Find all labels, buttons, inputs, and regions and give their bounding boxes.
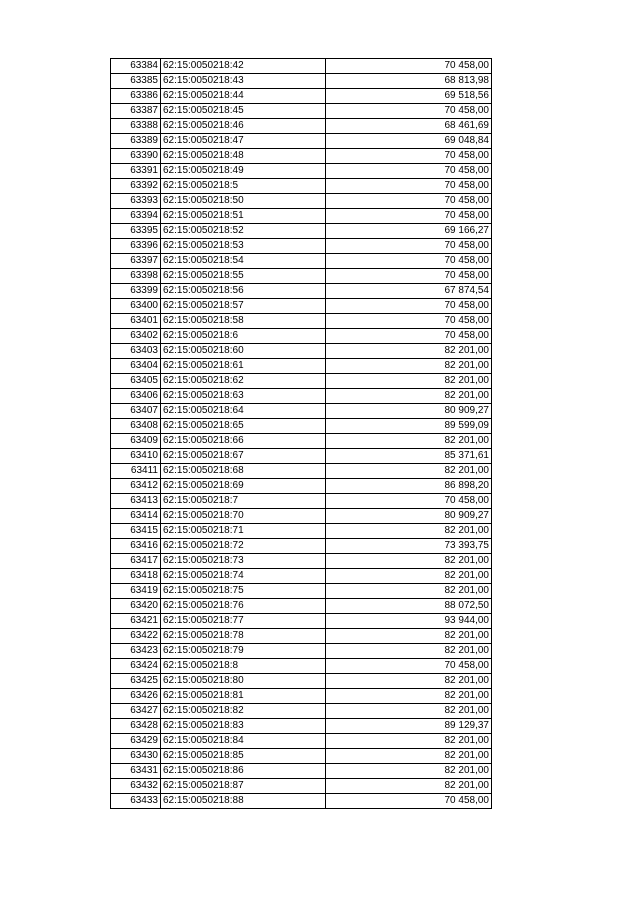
- cadastral-value-cell: 70 458,00: [326, 239, 492, 254]
- table-row: [111, 644, 492, 659]
- row-number-cell: 63391: [111, 164, 161, 179]
- cadastral-value-cell: 82 201,00: [326, 629, 492, 644]
- table-row: [111, 734, 492, 749]
- cadastral-value-cell: 82 201,00: [326, 374, 492, 389]
- row-number-cell: 63397: [111, 254, 161, 269]
- row-number-cell: 63398: [111, 269, 161, 284]
- cadastral-value-table: [110, 58, 492, 809]
- row-number-cell: 63432: [111, 779, 161, 794]
- table-row: [111, 404, 492, 419]
- table-row: [111, 509, 492, 524]
- table-row: [111, 179, 492, 194]
- table-row: [111, 629, 492, 644]
- cadastral-value-cell: 82 201,00: [326, 389, 492, 404]
- cadastral-number-cell: 62:15:0050218:55: [161, 269, 326, 284]
- row-number-cell: 63395: [111, 224, 161, 239]
- row-number-cell: 63399: [111, 284, 161, 299]
- row-number-cell: 63396: [111, 239, 161, 254]
- row-number-cell: 63402: [111, 329, 161, 344]
- cadastral-value-cell: 85 371,61: [326, 449, 492, 464]
- row-number-cell: 63392: [111, 179, 161, 194]
- row-number-cell: 63410: [111, 449, 161, 464]
- row-number-cell: 63414: [111, 509, 161, 524]
- row-number-cell: 63407: [111, 404, 161, 419]
- table-row: [111, 464, 492, 479]
- cadastral-number-cell: 62:15:0050218:8: [161, 659, 326, 674]
- row-number-cell: 63412: [111, 479, 161, 494]
- table-row: [111, 689, 492, 704]
- cadastral-number-cell: 62:15:0050218:6: [161, 329, 326, 344]
- cadastral-value-cell: 82 201,00: [326, 464, 492, 479]
- row-number-cell: 63415: [111, 524, 161, 539]
- cadastral-number-cell: 62:15:0050218:47: [161, 134, 326, 149]
- cadastral-value-cell: 82 201,00: [326, 764, 492, 779]
- table-row: [111, 479, 492, 494]
- cadastral-number-cell: 62:15:0050218:78: [161, 629, 326, 644]
- row-number-cell: 63425: [111, 674, 161, 689]
- table-row: [111, 674, 492, 689]
- cadastral-number-cell: 62:15:0050218:68: [161, 464, 326, 479]
- row-number-cell: 63390: [111, 149, 161, 164]
- table-row: [111, 284, 492, 299]
- row-number-cell: 63429: [111, 734, 161, 749]
- cadastral-number-cell: 62:15:0050218:71: [161, 524, 326, 539]
- row-number-cell: 63430: [111, 749, 161, 764]
- cadastral-number-cell: 62:15:0050218:76: [161, 599, 326, 614]
- table-row: [111, 584, 492, 599]
- cadastral-number-cell: 62:15:0050218:72: [161, 539, 326, 554]
- table-row: [111, 539, 492, 554]
- row-number-cell: 63405: [111, 374, 161, 389]
- cadastral-number-cell: 62:15:0050218:48: [161, 149, 326, 164]
- cadastral-number-cell: 62:15:0050218:60: [161, 344, 326, 359]
- table-row: [111, 59, 492, 74]
- cadastral-number-cell: 62:15:0050218:62: [161, 374, 326, 389]
- cadastral-number-cell: 62:15:0050218:67: [161, 449, 326, 464]
- row-number-cell: 63428: [111, 719, 161, 734]
- table-row: [111, 344, 492, 359]
- cadastral-value-cell: 93 944,00: [326, 614, 492, 629]
- cadastral-value-cell: 82 201,00: [326, 674, 492, 689]
- table-row: [111, 269, 492, 284]
- cadastral-value-cell: 82 201,00: [326, 704, 492, 719]
- table-row: [111, 374, 492, 389]
- cadastral-value-cell: 69 048,84: [326, 134, 492, 149]
- cadastral-number-cell: 62:15:0050218:44: [161, 89, 326, 104]
- cadastral-number-cell: 62:15:0050218:50: [161, 194, 326, 209]
- cadastral-number-cell: 62:15:0050218:79: [161, 644, 326, 659]
- table-row: [111, 704, 492, 719]
- table-row: [111, 419, 492, 434]
- cadastral-value-cell: 70 458,00: [326, 179, 492, 194]
- cadastral-number-cell: 62:15:0050218:51: [161, 209, 326, 224]
- cadastral-value-cell: 70 458,00: [326, 329, 492, 344]
- cadastral-value-cell: 70 458,00: [326, 299, 492, 314]
- cadastral-number-cell: 62:15:0050218:81: [161, 689, 326, 704]
- table-row: [111, 359, 492, 374]
- table-row: [111, 194, 492, 209]
- cadastral-value-cell: 67 874,54: [326, 284, 492, 299]
- cadastral-number-cell: 62:15:0050218:75: [161, 584, 326, 599]
- table-row: [111, 659, 492, 674]
- cadastral-value-cell: 70 458,00: [326, 794, 492, 809]
- cadastral-number-cell: 62:15:0050218:5: [161, 179, 326, 194]
- cadastral-value-cell: 70 458,00: [326, 194, 492, 209]
- cadastral-value-cell: 70 458,00: [326, 209, 492, 224]
- row-number-cell: 63388: [111, 119, 161, 134]
- table-row: [111, 164, 492, 179]
- cadastral-number-cell: 62:15:0050218:63: [161, 389, 326, 404]
- table-row: [111, 794, 492, 809]
- table-row: [111, 329, 492, 344]
- row-number-cell: 63424: [111, 659, 161, 674]
- cadastral-value-cell: 68 461,69: [326, 119, 492, 134]
- row-number-cell: 63427: [111, 704, 161, 719]
- table-row: [111, 209, 492, 224]
- cadastral-value-cell: 89 129,37: [326, 719, 492, 734]
- row-number-cell: 63384: [111, 59, 161, 74]
- row-number-cell: 63423: [111, 644, 161, 659]
- cadastral-value-cell: 82 201,00: [326, 734, 492, 749]
- cadastral-number-cell: 62:15:0050218:53: [161, 239, 326, 254]
- cadastral-number-cell: 62:15:0050218:82: [161, 704, 326, 719]
- cadastral-value-cell: 82 201,00: [326, 644, 492, 659]
- cadastral-value-cell: 70 458,00: [326, 254, 492, 269]
- table-row: [111, 149, 492, 164]
- cadastral-value-cell: 70 458,00: [326, 269, 492, 284]
- row-number-cell: 63400: [111, 299, 161, 314]
- cadastral-value-cell: 82 201,00: [326, 359, 492, 374]
- cadastral-value-cell: 70 458,00: [326, 659, 492, 674]
- row-number-cell: 63406: [111, 389, 161, 404]
- row-number-cell: 63411: [111, 464, 161, 479]
- cadastral-value-cell: 82 201,00: [326, 344, 492, 359]
- cadastral-value-cell: 82 201,00: [326, 554, 492, 569]
- cadastral-number-cell: 62:15:0050218:88: [161, 794, 326, 809]
- cadastral-number-cell: 62:15:0050218:52: [161, 224, 326, 239]
- cadastral-value-cell: 82 201,00: [326, 749, 492, 764]
- table-row: [111, 494, 492, 509]
- table-row: [111, 749, 492, 764]
- table-body: [111, 59, 492, 809]
- row-number-cell: 63416: [111, 539, 161, 554]
- row-number-cell: 63421: [111, 614, 161, 629]
- table-row: [111, 599, 492, 614]
- table-row: [111, 779, 492, 794]
- cadastral-value-cell: 80 909,27: [326, 509, 492, 524]
- cadastral-number-cell: 62:15:0050218:80: [161, 674, 326, 689]
- cadastral-value-cell: 82 201,00: [326, 584, 492, 599]
- table-row: [111, 254, 492, 269]
- cadastral-value-cell: 69 166,27: [326, 224, 492, 239]
- table-row: [111, 89, 492, 104]
- cadastral-value-cell: 69 518,56: [326, 89, 492, 104]
- cadastral-value-cell: 82 201,00: [326, 434, 492, 449]
- table-row: [111, 299, 492, 314]
- cadastral-number-cell: 62:15:0050218:83: [161, 719, 326, 734]
- cadastral-value-cell: 86 898,20: [326, 479, 492, 494]
- cadastral-value-cell: 68 813,98: [326, 74, 492, 89]
- cadastral-number-cell: 62:15:0050218:54: [161, 254, 326, 269]
- row-number-cell: 63426: [111, 689, 161, 704]
- table-row: [111, 449, 492, 464]
- cadastral-value-cell: 70 458,00: [326, 314, 492, 329]
- cadastral-number-cell: 62:15:0050218:74: [161, 569, 326, 584]
- row-number-cell: 63417: [111, 554, 161, 569]
- cadastral-value-cell: 70 458,00: [326, 104, 492, 119]
- row-number-cell: 63385: [111, 74, 161, 89]
- table-row: [111, 554, 492, 569]
- cadastral-number-cell: 62:15:0050218:49: [161, 164, 326, 179]
- row-number-cell: 63394: [111, 209, 161, 224]
- cadastral-value-cell: 70 458,00: [326, 494, 492, 509]
- table-row: [111, 224, 492, 239]
- cadastral-number-cell: 62:15:0050218:57: [161, 299, 326, 314]
- table-row: [111, 239, 492, 254]
- cadastral-number-cell: 62:15:0050218:69: [161, 479, 326, 494]
- cadastral-value-cell: 82 201,00: [326, 779, 492, 794]
- cadastral-number-cell: 62:15:0050218:77: [161, 614, 326, 629]
- cadastral-value-cell: 89 599,09: [326, 419, 492, 434]
- cadastral-number-cell: 62:15:0050218:7: [161, 494, 326, 509]
- cadastral-value-cell: 70 458,00: [326, 164, 492, 179]
- row-number-cell: 63386: [111, 89, 161, 104]
- table-row: [111, 134, 492, 149]
- table-row: [111, 569, 492, 584]
- cadastral-number-cell: 62:15:0050218:45: [161, 104, 326, 119]
- table-row: [111, 119, 492, 134]
- row-number-cell: 63418: [111, 569, 161, 584]
- row-number-cell: 63408: [111, 419, 161, 434]
- cadastral-number-cell: 62:15:0050218:73: [161, 554, 326, 569]
- cadastral-number-cell: 62:15:0050218:70: [161, 509, 326, 524]
- cadastral-value-cell: 82 201,00: [326, 569, 492, 584]
- cadastral-value-cell: 70 458,00: [326, 149, 492, 164]
- row-number-cell: 63409: [111, 434, 161, 449]
- cadastral-number-cell: 62:15:0050218:58: [161, 314, 326, 329]
- cadastral-number-cell: 62:15:0050218:65: [161, 419, 326, 434]
- table-row: [111, 434, 492, 449]
- cadastral-value-cell: 82 201,00: [326, 524, 492, 539]
- table-row: [111, 524, 492, 539]
- table-row: [111, 314, 492, 329]
- cadastral-number-cell: 62:15:0050218:61: [161, 359, 326, 374]
- table-row: [111, 104, 492, 119]
- cadastral-value-cell: 73 393,75: [326, 539, 492, 554]
- table-row: [111, 614, 492, 629]
- row-number-cell: 63419: [111, 584, 161, 599]
- cadastral-number-cell: 62:15:0050218:66: [161, 434, 326, 449]
- cadastral-number-cell: 62:15:0050218:43: [161, 74, 326, 89]
- row-number-cell: 63389: [111, 134, 161, 149]
- cadastral-value-cell: 88 072,50: [326, 599, 492, 614]
- table-row: [111, 719, 492, 734]
- cadastral-value-cell: 82 201,00: [326, 689, 492, 704]
- row-number-cell: 63413: [111, 494, 161, 509]
- row-number-cell: 63422: [111, 629, 161, 644]
- row-number-cell: 63401: [111, 314, 161, 329]
- row-number-cell: 63404: [111, 359, 161, 374]
- row-number-cell: 63403: [111, 344, 161, 359]
- cadastral-number-cell: 62:15:0050218:86: [161, 764, 326, 779]
- row-number-cell: 63431: [111, 764, 161, 779]
- table-row: [111, 764, 492, 779]
- table-row: [111, 74, 492, 89]
- row-number-cell: 63433: [111, 794, 161, 809]
- cadastral-number-cell: 62:15:0050218:87: [161, 779, 326, 794]
- cadastral-number-cell: 62:15:0050218:46: [161, 119, 326, 134]
- cadastral-number-cell: 62:15:0050218:85: [161, 749, 326, 764]
- table-row: [111, 389, 492, 404]
- cadastral-value-cell: 70 458,00: [326, 59, 492, 74]
- cadastral-number-cell: 62:15:0050218:64: [161, 404, 326, 419]
- cadastral-number-cell: 62:15:0050218:84: [161, 734, 326, 749]
- cadastral-number-cell: 62:15:0050218:56: [161, 284, 326, 299]
- row-number-cell: 63387: [111, 104, 161, 119]
- row-number-cell: 63393: [111, 194, 161, 209]
- cadastral-value-cell: 80 909,27: [326, 404, 492, 419]
- row-number-cell: 63420: [111, 599, 161, 614]
- cadastral-number-cell: 62:15:0050218:42: [161, 59, 326, 74]
